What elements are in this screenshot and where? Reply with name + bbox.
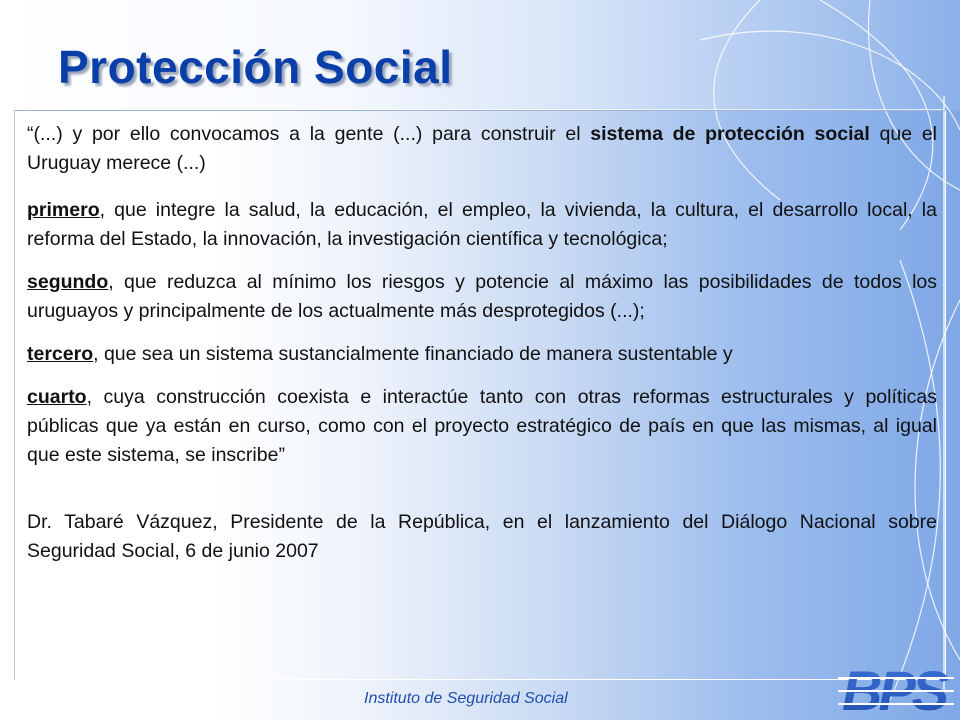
point-primero (27, 196, 937, 254)
point-segundo (27, 268, 937, 326)
point-text: , que reduzca al mínimo los riesgos y potencie al máximo las posibilidades de todos los uruguayos y principalmente de los actualmente más desprotegidos (...); (27, 271, 937, 322)
point-cuarto (27, 383, 937, 470)
point-text: , que sea un sistema sustancialmente financiado de manera sustentable y (93, 343, 733, 365)
attribution: Dr. Tabaré Vázquez, Presidente de la República, en el lanzamiento del Diálogo Nacional sobre Seguridad Social, 6 de junio 2007 (27, 511, 937, 562)
quote-lead-text: “(...) y por ello convocamos a la gente (...) para construir el (27, 123, 591, 145)
point-tercero (27, 340, 937, 369)
quote-tail-text: que el Uruguay merece (...) (27, 123, 937, 174)
point-text: , que integre la salud, la educación, el empleo, la vivienda, la cultura, el desarrollo local, la reforma del Estado, la innovación, la investigación científica y tecnológica; (27, 199, 937, 250)
quote-bold-text: sistema de protección social (590, 123, 870, 145)
point-text: , cuya construcción coexista e interactúe tanto con otras reformas estructurales y políticas públicas que ya están en curso, como con el proyecto estratégico de país en que las mismas, al igual que este sistema, se inscribe” (27, 386, 937, 466)
point-keyword: primero (27, 199, 100, 221)
point-keyword: cuarto (27, 386, 87, 408)
logo-lettering: BPS (842, 660, 946, 718)
footer-institution: Instituto de Seguridad Social (364, 690, 568, 707)
slide-body (27, 120, 937, 580)
point-keyword: tercero (27, 343, 94, 365)
point-keyword: segundo (27, 271, 109, 293)
bps-logo-icon (838, 660, 954, 718)
page-title: Protección Social (58, 41, 453, 93)
quote-intro (27, 120, 937, 178)
